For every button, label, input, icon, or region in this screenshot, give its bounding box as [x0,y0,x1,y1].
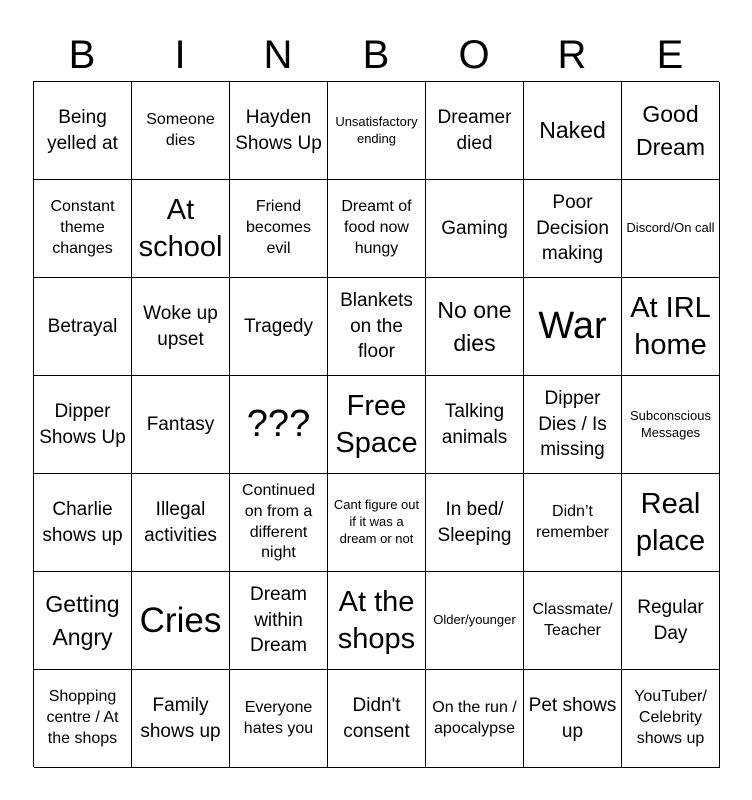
cell-text: On the run / apocalypse [432,698,517,737]
cell-text: Older/younger [433,612,516,628]
cell-text: Unsatisfactory ending [335,113,418,146]
bingo-cell[interactable] [132,278,230,376]
bingo-cell[interactable] [622,278,720,376]
cell-text: Dreamer died [437,106,512,154]
cell-text: Being yelled at [47,106,118,154]
bingo-cell[interactable] [426,572,524,670]
bingo-cell[interactable] [34,474,132,572]
bingo-cell[interactable] [524,180,622,278]
cell-text: At the shops [337,586,416,655]
bingo-cell[interactable] [426,670,524,768]
bingo-cell[interactable] [230,180,328,278]
cell-text: Fantasy [146,413,215,435]
cell-text: Poor Decision making [536,192,609,265]
bingo-cell[interactable] [524,82,622,180]
bingo-cell[interactable] [230,670,328,768]
header-letter: E [656,33,684,77]
header-letter: N [263,33,293,77]
bingo-cell[interactable] [622,572,720,670]
bingo-cell[interactable] [426,376,524,474]
cell-text: At IRL home [630,292,711,361]
bingo-cell[interactable] [524,278,622,376]
cell-text: Dream within Dream [249,584,307,657]
cell-text: Subconscious Messages [630,407,711,440]
cell-text: Talking animals [441,400,508,448]
bingo-header [33,28,719,82]
bingo-cell[interactable] [230,376,328,474]
bingo-cell[interactable] [230,278,328,376]
cell-text: Illegal activities [144,498,217,546]
bingo-cell[interactable] [328,82,426,180]
bingo-cell[interactable] [328,180,426,278]
cell-text: Dipper Dies / Is missing [538,388,607,461]
cell-text: Good Dream [635,101,705,160]
bingo-cell[interactable] [524,670,622,768]
cell-text: Dipper Shows Up [39,400,126,448]
bingo-cell[interactable] [132,572,230,670]
bingo-cell[interactable] [524,572,622,670]
cell-text: Free Space [335,390,418,459]
bingo-cell[interactable] [426,180,524,278]
cell-text: Classmate/ Teacher [532,600,613,639]
bingo-cell[interactable] [132,376,230,474]
cell-text: Didn't consent [343,694,410,742]
bingo-cell[interactable] [426,278,524,376]
bingo-cell[interactable] [34,180,132,278]
bingo-cell[interactable] [622,82,720,180]
bingo-cell[interactable] [328,278,426,376]
cell-text: Shopping centre / At the shops [46,688,119,747]
cell-text: At school [138,194,223,263]
cell-text: Gaming [441,217,508,239]
cell-text: Family shows up [140,694,221,742]
cell-text: No one dies [437,297,512,356]
bingo-cell[interactable] [132,670,230,768]
bingo-cell[interactable] [622,474,720,572]
cell-text: Pet shows up [528,694,617,742]
cell-text: Naked [539,117,606,144]
bingo-cell[interactable] [328,670,426,768]
cell-text: Cant figure out if it was a dream or not [333,497,420,546]
cell-text: Everyone hates you [243,698,314,737]
cell-text: Blankets on the floor [340,290,413,363]
cell-text: Constant theme changes [50,198,115,257]
bingo-cell[interactable] [34,376,132,474]
cell-text: Cries [139,600,222,640]
cell-text: Charlie shows up [42,498,123,546]
cell-text: ??? [246,402,311,445]
cell-text: Hayden Shows Up [235,106,322,154]
cell-text: Getting Angry [45,591,120,650]
bingo-cell[interactable] [328,376,426,474]
bingo-cell[interactable] [622,376,720,474]
cell-text: War [538,304,607,347]
bingo-cell[interactable] [34,278,132,376]
bingo-grid [33,81,719,767]
bingo-cell[interactable] [132,82,230,180]
cell-text: Regular Day [637,596,704,644]
cell-text: Continued on from a different night [242,481,315,562]
cell-text: Someone dies [146,110,215,149]
header-letter: O [458,33,490,77]
cell-text: Tragedy [244,315,313,337]
bingo-cell[interactable] [524,474,622,572]
bingo-cell[interactable] [328,474,426,572]
bingo-cell[interactable] [230,572,328,670]
bingo-cell[interactable] [524,376,622,474]
cell-text: In bed/ Sleeping [437,498,512,546]
cell-text: Real place [635,488,706,557]
bingo-cell[interactable] [622,180,720,278]
bingo-cell[interactable] [230,474,328,572]
cell-text: Betrayal [47,315,118,337]
header-letter: R [557,33,587,77]
bingo-cell[interactable] [328,572,426,670]
cell-text: Dreamt of food now hungy [341,198,412,257]
bingo-cell[interactable] [132,474,230,572]
bingo-cell[interactable] [34,572,132,670]
bingo-cell[interactable] [622,670,720,768]
header-letter: I [174,33,186,77]
bingo-cell[interactable] [426,474,524,572]
cell-text: Didn’t remember [536,502,609,541]
cell-text: YouTuber/ Celebrity shows up [634,688,707,747]
bingo-cell[interactable] [34,670,132,768]
bingo-cell[interactable] [34,82,132,180]
cell-text: Discord/On call [626,220,715,236]
bingo-cell[interactable] [132,180,230,278]
header-letter: B [362,33,390,77]
cell-text: Friend becomes evil [246,198,311,257]
header-letter: B [68,33,96,77]
cell-text: Woke up upset [143,302,218,350]
bingo-cell[interactable] [230,82,328,180]
bingo-cell[interactable] [426,82,524,180]
